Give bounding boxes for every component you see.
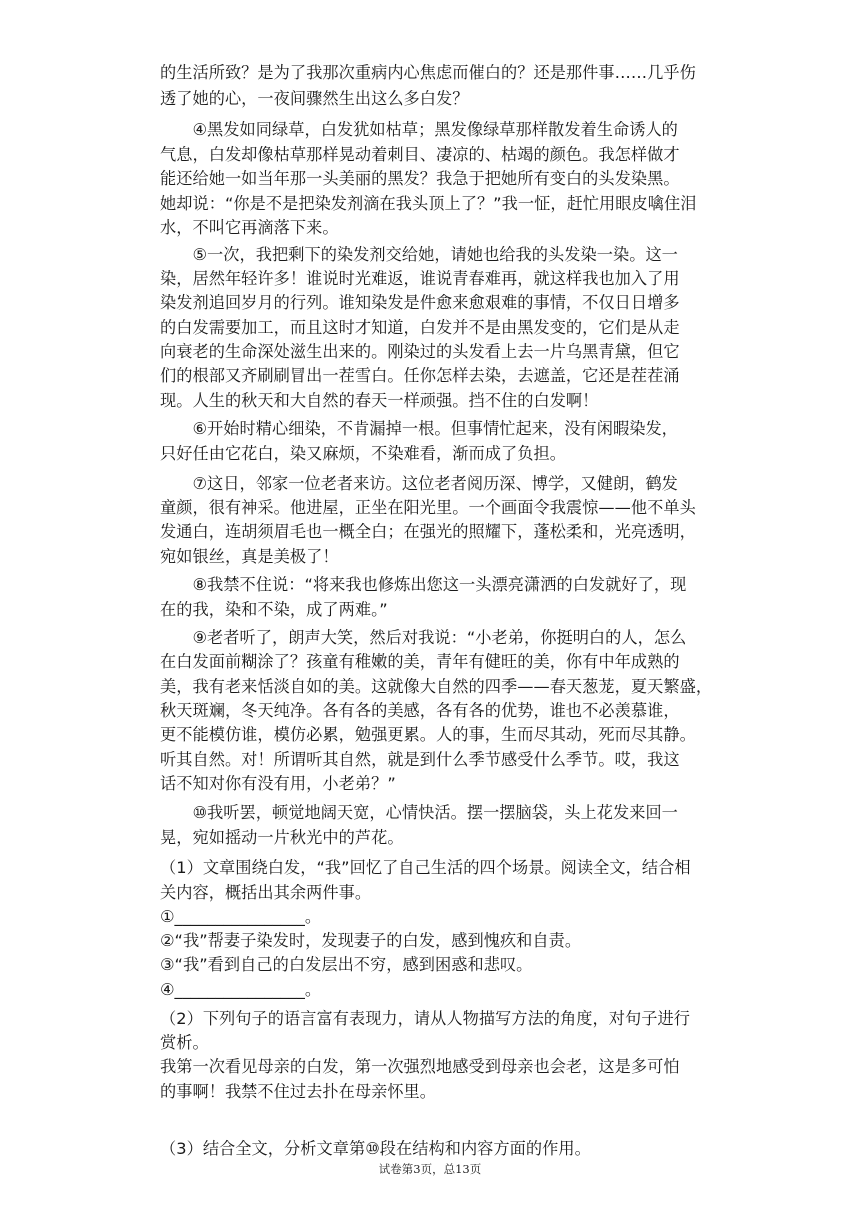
line: 美，我有老来恬淡自如的美。这就像大自然的四季——春天葱茏，夏天繁盛， [160, 677, 713, 696]
line: ⑥开始时精心细染，不肯漏掉一根。但事情忙起来，没有闲暇染发， [160, 419, 678, 438]
question-1: （1）文章围绕白发，“我”回忆了自己生活的四个场景。阅读全文，结合相 [160, 858, 691, 877]
page-footer: 试卷第3页，总13页 [378, 1162, 482, 1176]
line: 赏析。 [160, 1033, 209, 1052]
line: 在的我，染和不染，成了两难。” [160, 600, 388, 619]
line: ⑧我禁不住说：“将来我也修炼出您这一头漂亮潇洒的白发就好了，现 [160, 575, 687, 594]
line: 更不能模仿谁，模仿必累，勉强更累。人的事，生而尽其动，死而尽其静。 [160, 725, 696, 744]
line: ⑤一次，我把剩下的染发剂交给她，请她也给我的头发染一染。这一 [160, 245, 678, 264]
answer-blank-1: ①________________。 [160, 907, 322, 926]
line: ⑦这日，邻家一位老者来访。这位老者阅历深、博学，又健朗，鹤发 [160, 474, 678, 493]
line: ④黑发如同绿草，白发犹如枯草；黑发像绿草那样散发着生命诱人的 [160, 120, 678, 139]
line: 关内容，概括出其余两件事。 [160, 883, 372, 902]
line: 我第一次看见母亲的白发，第一次强烈地感受到母亲也会老，这是多可怕 [160, 1057, 680, 1076]
line: 水，不叫它再滴落下来。 [160, 218, 339, 237]
line: 宛如银丝，真是美极了！ [160, 547, 339, 566]
line: 童颜，很有神采。他进屋，正坐在阳光里。一个画面令我震惊——他不单头 [160, 498, 696, 517]
line: 只好任由它花白，染又麻烦，不染难看，渐而成了负担。 [160, 444, 566, 463]
line: 现。人生的秋天和大自然的春天一样顽强。挡不住的白发啊！ [160, 391, 599, 410]
question-3: （3）结合全文，分析文章第⑩段在结构和内容方面的作用。 [160, 1139, 591, 1158]
line: 在白发面前糊涂了？孩童有稚嫩的美，青年有健旺的美，你有中年成熟的 [160, 652, 680, 671]
line: 能还给她一如当年那一头美丽的黑发？我急于把她所有变白的头发染黑。 [160, 169, 680, 188]
question-2: （2）下列句子的语言富有表现力，请从人物描写方法的角度，对句子进行 [160, 1009, 690, 1028]
line: 她却说：“你是不是把染发剂滴在我头顶上了？”我一怔，赶忙用眼皮噙住泪 [160, 194, 697, 213]
line: 染，居然年轻许多！谁说时光难返，谁说青春难再，就这样我也加入了用 [160, 269, 680, 288]
line: ⑩我听罢，顿觉地阔天宽，心情快活。摆一摆脑袋，头上花发来回一 [160, 803, 678, 822]
line: 秋天斑斓，冬天纯净。各有各的美感，各有各的优势，谁也不必羡慕谁， [160, 701, 680, 720]
line: 的事啊！我禁不住过去扑在母亲怀里。 [160, 1082, 437, 1101]
line: 发通白，连胡须眉毛也一概全白；在强光的照耀下，蓬松柔和，光亮透明， [160, 522, 696, 541]
line: 透了她的心，一夜间骤然生出这么多白发？ [160, 89, 469, 108]
line: 们的根部又齐刷刷冒出一茬雪白。任你怎样去染，去遮盖，它还是茬茬涌 [160, 366, 680, 385]
line: 话不知对你有没有用，小老弟？” [160, 774, 396, 793]
line: 晃，宛如摇动一片秋光中的芦花。 [160, 828, 404, 847]
line: 气息，白发却像枯草那样晃动着刺目、凄凉的、枯竭的颜色。我怎样做才 [160, 145, 680, 164]
line: 向衰老的生命深处滋生出来的。刚染过的头发看上去一片乌黑青黛，但它 [160, 342, 680, 361]
line: 听其自然。对！所谓听其自然，就是到什么季节感受什么季节。哎，我这 [160, 750, 680, 769]
line: 染发剂追回岁月的行列。谁知染发是件愈来愈艰难的事情，不仅日日增多 [160, 293, 680, 312]
line: ③“我”看到自己的白发层出不穷，感到困惑和悲叹。 [160, 955, 533, 974]
line: 的白发需要加工，而且这时才知道，白发并不是由黑发变的，它们是从走 [160, 318, 680, 337]
line: 的生活所致？是为了我那次重病内心焦虑而催白的？还是那件事……几乎伤 [160, 63, 696, 82]
line: ②“我”帮妻子染发时，发现妻子的白发，感到愧疚和自责。 [160, 931, 582, 950]
answer-blank-4: ④________________。 [160, 980, 322, 999]
line: ⑨老者听了，朗声大笑，然后对我说：“小老弟，你挺明白的人，怎么 [160, 628, 687, 647]
